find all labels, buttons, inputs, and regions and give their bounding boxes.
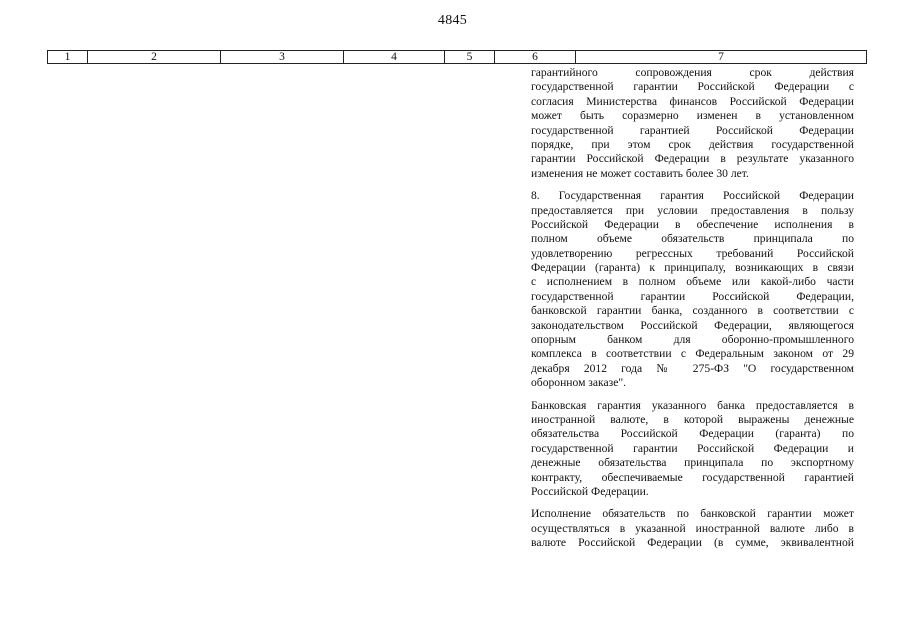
column-header-4: 4 [344, 51, 445, 63]
text-line: обязательства Российской Федерации (гаранта) по [531, 427, 854, 441]
page-number: 4845 [437, 13, 468, 28]
text-line: банковской гарантии банка, созданного в соответствии с [531, 304, 854, 318]
column-7-text [531, 66, 854, 559]
text-line: Банковская гарантия указанного банка предоставляется в [531, 398, 854, 412]
text-line: Исполнение обязательств по банковской гарантии может [531, 507, 854, 521]
column-header-6: 6 [495, 51, 576, 63]
column-header-2: 2 [88, 51, 221, 63]
text-line: государственной гарантией Российской Федерации [531, 123, 854, 137]
text-line: изменения не может составить более 30 лет. [531, 166, 749, 180]
text-line: оборонном заказе". [531, 376, 626, 390]
column-header-7: 7 [718, 51, 724, 63]
text-line: полном объеме обязательств принципала по [531, 232, 854, 246]
column-header-5: 5 [445, 51, 495, 63]
text-line: государственной гарантии Российской Федерации и [531, 441, 854, 455]
paragraph-obligations [531, 507, 854, 550]
text-line: 8. Государственная гарантия Российской Федерации [531, 189, 854, 203]
text-line: Российской Федерации в обеспечение исполнения в [531, 217, 854, 231]
text-line: валюте Российской Федерации (в сумме, эквивалентной [531, 536, 854, 550]
paragraph-item-8 [531, 189, 854, 390]
column-header-row [47, 50, 867, 64]
text-line: Российской Федерации. [531, 484, 649, 498]
text-line: законодательством Российской Федерации, являющегося [531, 318, 854, 332]
text-line: государственной гарантии Российской Федерации, [531, 289, 854, 303]
text-line: гарантии Российской Федерации в результате указанного [531, 152, 854, 166]
paragraph-bank-guarantee [531, 399, 854, 500]
column-header-1: 1 [48, 51, 88, 63]
text-line: порядке, при этом срок действия государственной [531, 137, 854, 151]
paragraph-continuation [531, 66, 854, 181]
text-line: комплекса в соответствии с Федеральным законом от 29 [531, 347, 854, 361]
text-line: государственной гарантии Российской Федерации с [531, 80, 854, 94]
text-line: денежные обязательства принципала по экспортному [531, 456, 854, 470]
text-line: предоставляется при условии предоставления в пользу [531, 203, 854, 217]
text-line: осуществляться в указанной иностранной валюте либо в [531, 521, 854, 535]
text-line: удовлетворению регрессных требований Российской [531, 246, 854, 260]
text-line: согласия Министерства финансов Российской Федерации [531, 94, 854, 108]
text-line: гарантийного сопровождения срок действия [531, 66, 854, 79]
text-line: контракту, обеспечиваемые государственной гарантией [531, 470, 854, 484]
text-line: декабря 2012 года № 275-ФЗ "О государственном [531, 361, 854, 375]
text-line: с исполнением в полном объеме или какой-либо части [531, 275, 854, 289]
text-line: Федерации (гаранта) к принципалу, возникающих в связи [531, 261, 854, 275]
text-line: иностранной валюте, в которой выражены денежные [531, 412, 854, 426]
text-line: опорным банком для оборонно-промышленного [531, 333, 854, 347]
column-header-3: 3 [221, 51, 344, 63]
text-line: может быть соразмерно изменен в установленном [531, 109, 854, 123]
